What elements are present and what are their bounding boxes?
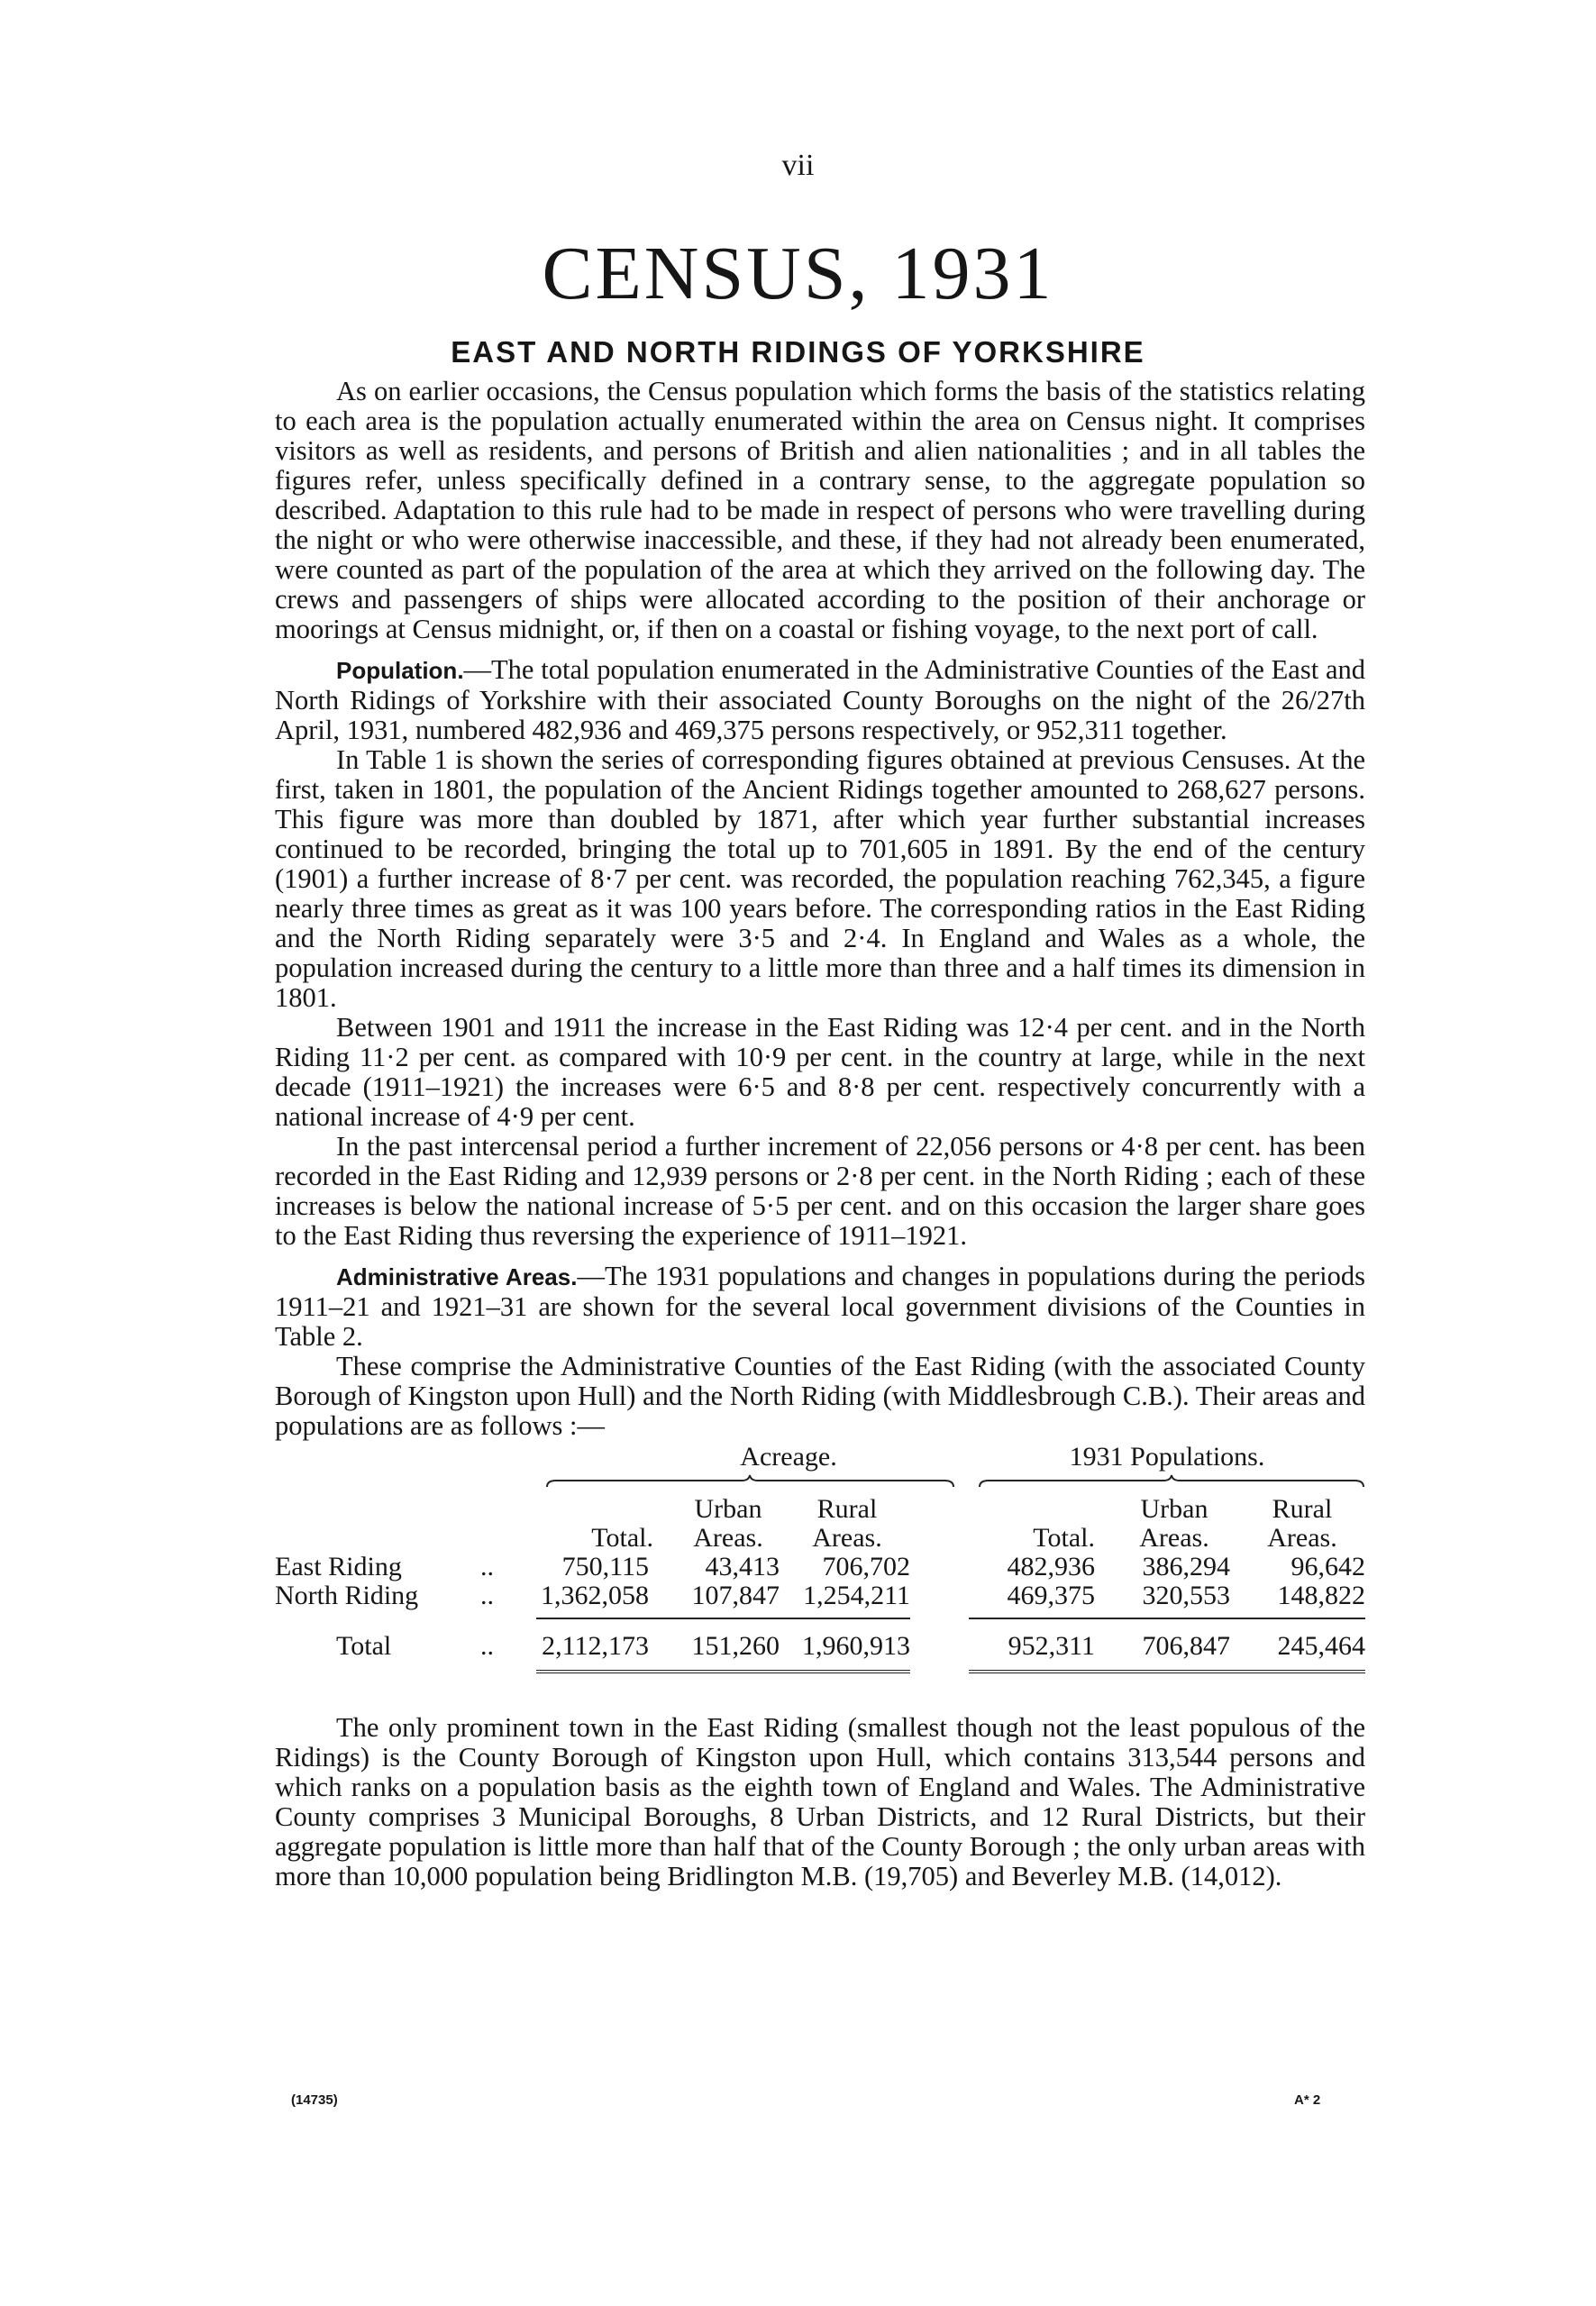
total-rural-pop: 245,464 (1277, 1631, 1365, 1661)
admin-paragraph-1 (275, 1262, 1365, 1352)
population-heading: Population. (336, 657, 464, 684)
acreage-group-label: Acreage. (740, 1442, 837, 1472)
north-urban-pop: 320,553 (1142, 1581, 1230, 1610)
row-leader-dots: .. (480, 1631, 494, 1661)
east-total-acreage: 750,115 (561, 1552, 649, 1581)
acreage-subtotal-rule (536, 1618, 910, 1619)
row-label-east-riding: East Riding (275, 1552, 402, 1581)
total-urban-acreage: 151,260 (691, 1631, 780, 1661)
header-urban-acreage-line2: Areas. (693, 1523, 763, 1553)
total-urban-pop: 706,847 (1142, 1631, 1230, 1661)
admin-text-1: —The 1931 populations and changes in populations during the periods 1911–21 and 1921–31 are shown for the several local government divisions of the Counties in Table 2. (275, 1261, 1365, 1352)
page-subtitle: EAST AND NORTH RIDINGS OF YORKSHIRE (451, 335, 1145, 369)
east-urban-acreage: 43,413 (705, 1552, 780, 1581)
acreage-total-rule (536, 1670, 910, 1673)
closing-paragraph: The only prominent town in the East Riding (smallest though not the least populous of the Ridings) is the County Borough of Kingston upon Hull, which contains 313,544 persons and which ranks on a population basis as the eighth town of England and Wales. The Administrative County comprises 3 Municipal Boroughs, 8 Urban Districts, and 12 Rural Districts, but their aggregate population is little more than half that of the County Borough ; the only urban areas with more than 10,000 population being Bridlington M.B. (19,705) and Beverley M.B. (14,012). (275, 1712, 1365, 1891)
populations-brace (978, 1473, 1365, 1488)
east-urban-pop: 386,294 (1142, 1552, 1230, 1581)
intro-paragraph: As on earlier occasions, the Census population which forms the basis of the statistics relating to each area is the population actually enumerated within the area on Census night. It comprises visitors as well as residents, and persons of British and alien nationalities ; and in all tables the figures refer, unless specifically defined in a contrary sense, to the aggregate population so described. Adaptation to this rule had to be made in respect of persons who were travelling during the night or who were otherwise inaccessible, and these, if they had not already been enumerated, were counted as part of the population of the area at which they arrived on the following day. The crews and passengers of ships were allocated according to the position of their anchorage or moorings at Census midnight, or, if then on a coastal or fishing voyage, to the next port of call. (275, 376, 1365, 644)
signature-mark: A* 2 (1294, 2092, 1321, 2108)
header-rural-pop-line2: Areas. (1267, 1523, 1337, 1553)
population-paragraph-1 (275, 655, 1365, 745)
populations-group-label: 1931 Populations. (1069, 1442, 1265, 1472)
acreage-brace (545, 1473, 955, 1488)
header-rural-acreage-line1: Rural (816, 1494, 878, 1524)
east-total-pop: 482,936 (1007, 1552, 1095, 1581)
populations-subtotal-rule (969, 1618, 1365, 1619)
east-rural-acreage: 706,702 (822, 1552, 910, 1581)
total-total-acreage: 2,112,173 (542, 1631, 649, 1661)
header-total-acreage: Total. (591, 1523, 653, 1553)
header-total-pop: Total. (1033, 1523, 1095, 1553)
north-total-acreage: 1,362,058 (541, 1581, 649, 1610)
page-title: CENSUS, 1931 (542, 232, 1054, 315)
north-urban-acreage: 107,847 (691, 1581, 780, 1610)
population-paragraph-3: Between 1901 and 1911 the increase in the East Riding was 12·4 per cent. and in the North Riding 11·2 per cent. as compared with 10·9 per cent. in the country at large, while in the next decade (1911–1921) the increases were 6·5 and 8·8 per cent. respectively concurrently with a national increase of 4·9 per cent. (275, 1012, 1365, 1132)
row-leader-dots: .. (480, 1552, 494, 1581)
row-label-total: Total (336, 1631, 392, 1661)
row-label-north-riding: North Riding (275, 1581, 419, 1610)
header-rural-pop-line1: Rural (1272, 1494, 1333, 1524)
header-urban-acreage-line1: Urban (694, 1494, 762, 1524)
populations-total-rule (969, 1670, 1365, 1673)
body-text (275, 377, 1365, 1891)
print-reference: (14735) (291, 2092, 338, 2108)
header-urban-pop-line2: Areas. (1139, 1523, 1209, 1553)
population-text-1: —The total population enumerated in the Administrative Counties of the East and North Ridings of Yorkshire with their associated County Boroughs on the night of the 26/27th April, 1931, numbered 482,936 and 469,375 persons respectively, or 952,311 together. (275, 654, 1365, 745)
population-paragraph-4: In the past intercensal period a further increment of 22,056 persons or 4·8 per cent. has been recorded in the East Riding and 12,939 persons or 2·8 per cent. in the North Riding ; each of these increases is below the national increase of 5·5 per cent. and on this occasion the larger share goes to the East Riding thus reversing the experience of 1911–1921. (275, 1131, 1365, 1251)
total-total-pop: 952,311 (1008, 1631, 1095, 1661)
north-total-pop: 469,375 (1007, 1581, 1095, 1610)
row-leader-dots: .. (480, 1581, 494, 1610)
population-paragraph-2: In Table 1 is shown the series of corresponding figures obtained at previous Censuses. At the first, taken in 1801, the population of the Ancient Ridings together amounted to 268,627 persons. This figure was more than doubled by 1871, after which year further substantial increases continued to be recorded, bringing the total up to 701,605 in 1891. By the end of the century (1901) a further increase of 8·7 per cent. was recorded, the population reaching 762,345, a figure nearly three times as great as it was 100 years before. The corresponding ratios in the East Riding and the North Riding separately were 3·5 and 2·4. In England and Wales as a whole, the population increased during the century to a little more than three and a half times its dimension in 1801. (275, 744, 1365, 1013)
north-rural-acreage: 1,254,211 (803, 1581, 910, 1610)
header-rural-acreage-line2: Areas. (812, 1523, 882, 1553)
north-rural-pop: 148,822 (1277, 1581, 1365, 1610)
page-number: vii (781, 149, 815, 182)
header-urban-pop-line1: Urban (1140, 1494, 1208, 1524)
east-rural-pop: 96,642 (1290, 1552, 1365, 1581)
total-rural-acreage: 1,960,913 (802, 1631, 910, 1661)
admin-paragraph-2: These comprise the Administrative Counties of the East Riding (with the associated County Borough of Kingston upon Hull) and the North Riding (with Middlesbrough C.B.). Their areas and populations are as follows :— (275, 1351, 1365, 1441)
admin-heading: Administrative Areas. (336, 1263, 578, 1290)
areas-populations-table (275, 1443, 1365, 1713)
